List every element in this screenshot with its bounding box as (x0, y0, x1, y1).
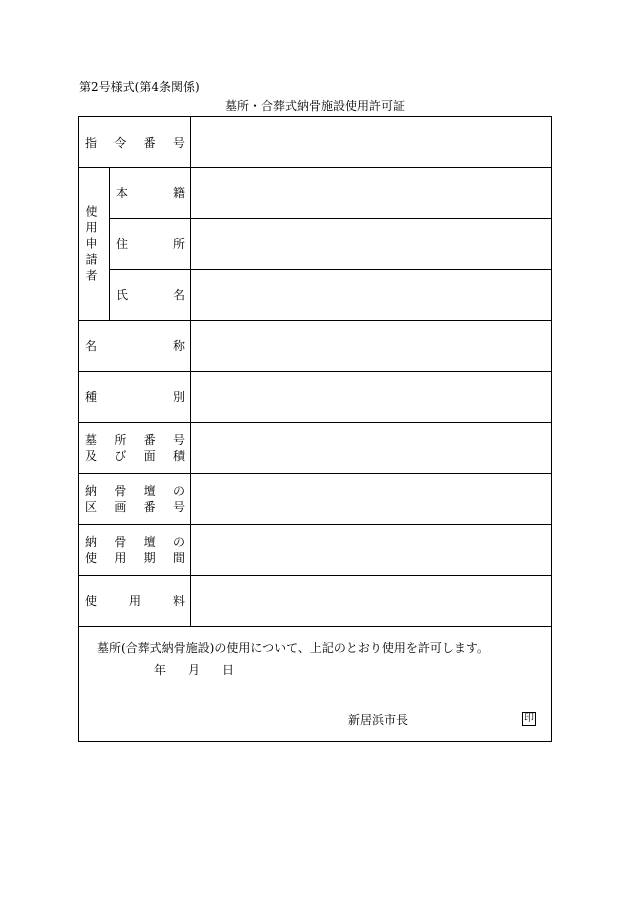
date-month-label: 月 (187, 663, 200, 677)
issue-date (154, 663, 234, 677)
category-label: 種 別 (85, 390, 185, 404)
usage-fee-field[interactable] (190, 576, 551, 626)
niche-period-field[interactable] (190, 525, 551, 575)
address-field[interactable] (190, 219, 551, 269)
permit-statement: 墓所(合葬式納骨施設)の使用について、上記のとおり使用を許可します。 (97, 641, 489, 655)
niche-period-label-1: 納 骨 壇 の (85, 535, 185, 549)
niche-period-label-2: 使 用 期 間 (85, 551, 185, 565)
permit-form-table (78, 116, 552, 742)
designation-field[interactable] (190, 321, 551, 371)
permit-statement-section (79, 627, 551, 741)
domicile-field[interactable] (190, 168, 551, 218)
plot-number-label: 墓 所 番 号 (85, 433, 185, 447)
designation-label: 名 称 (85, 339, 185, 353)
niche-section-label-1: 納 骨 壇 の (85, 484, 185, 498)
applicant-group-label: 使用申請者 (84, 205, 98, 285)
form-number-label: 第2号様式(第4条関係) (79, 80, 200, 94)
usage-fee-label: 使 用 料 (85, 594, 185, 608)
address-label: 住 所 (116, 237, 185, 251)
date-day-label: 日 (221, 663, 234, 677)
niche-section-label-2: 区 画 番 号 (85, 500, 185, 514)
document-title: 墓所・合葬式納骨施設使用許可証 (224, 99, 405, 113)
plot-area-label: 及 び 面 積 (85, 449, 185, 463)
applicant-group-divider (109, 168, 110, 321)
niche-section-field[interactable] (190, 474, 551, 524)
applicant-name-label: 氏 名 (116, 288, 185, 302)
mayor-signature-label: 新居浜市長 (348, 713, 409, 727)
plot-number-area-field[interactable] (190, 423, 551, 473)
category-field[interactable] (190, 372, 551, 422)
permit-number-label: 指 令 番 号 (85, 136, 185, 150)
applicant-name-field[interactable] (190, 270, 551, 320)
permit-number-field[interactable] (190, 117, 551, 167)
date-year-label: 年 (154, 663, 167, 677)
seal-icon: 印 (524, 713, 534, 724)
domicile-label: 本 籍 (116, 186, 185, 200)
